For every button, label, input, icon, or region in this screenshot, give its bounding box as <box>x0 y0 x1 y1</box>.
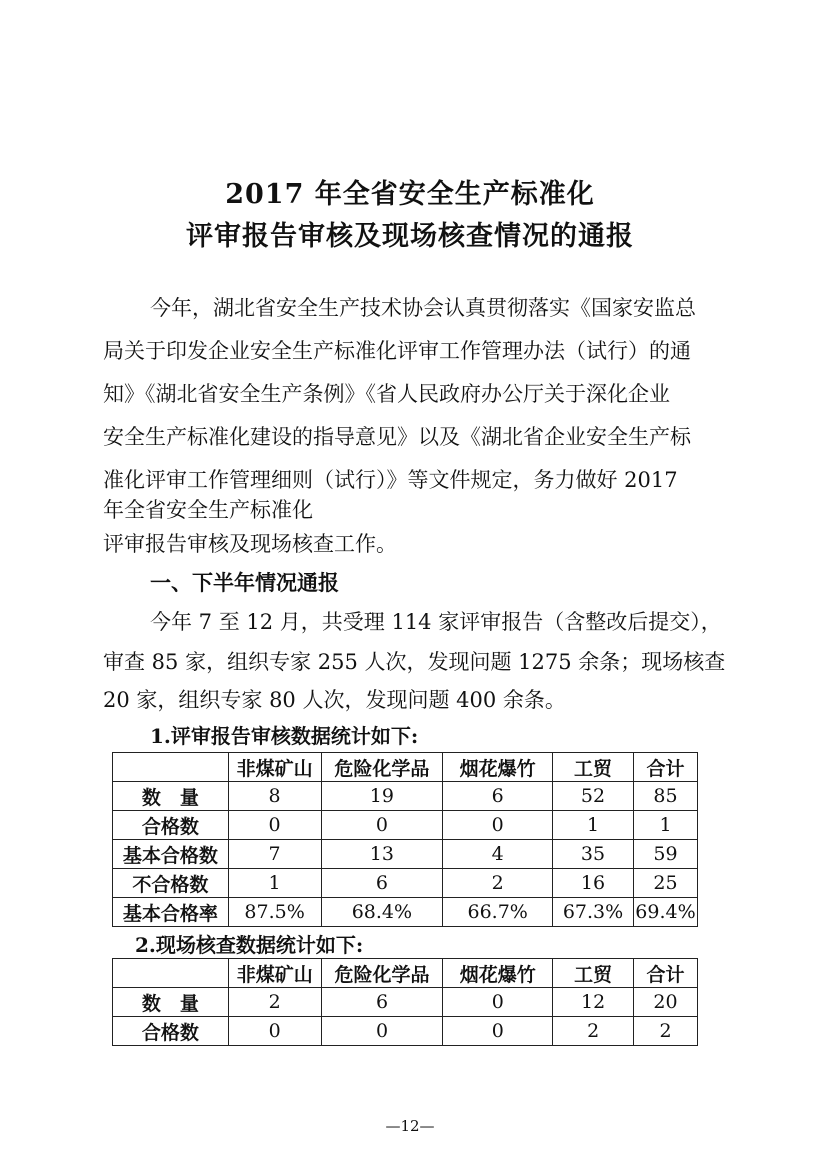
table-cell: 0 <box>443 988 553 1017</box>
table-cell: 12 <box>553 988 634 1017</box>
table-cell: 35 <box>553 840 634 869</box>
table2-caption: 2.现场核查数据统计如下: <box>135 933 364 957</box>
table-header-cell: 危险化学品 <box>321 753 443 782</box>
table-row <box>113 840 698 869</box>
table-cell: 25 <box>633 869 697 898</box>
table-cell: 7 <box>228 840 321 869</box>
table-cell: 59 <box>633 840 697 869</box>
row-label: 合格数 <box>113 1017 229 1046</box>
table-header-cell: 合计 <box>633 753 697 782</box>
table-cell: 66.7% <box>443 898 553 927</box>
table-cell: 0 <box>443 811 553 840</box>
table-header-cell: 工贸 <box>553 959 634 988</box>
table-cell: 52 <box>553 782 634 811</box>
intro-line-7: 评审报告审核及现场核查工作。 <box>103 532 397 556</box>
row-label: 基本合格率 <box>113 898 229 927</box>
table-cell: 6 <box>443 782 553 811</box>
table-cell: 0 <box>321 1017 443 1046</box>
table1-caption: 1.评审报告审核数据统计如下: <box>150 724 419 748</box>
page-number: —12— <box>385 1117 435 1135</box>
row-label: 基本合格数 <box>113 840 229 869</box>
table-cell: 69.4% <box>633 898 697 927</box>
table-cell: 13 <box>321 840 443 869</box>
table-cell: 0 <box>321 811 443 840</box>
table-header-row <box>113 959 698 988</box>
section1-line-3: 20 家，组织专家 80 人次，发现问题 400 余条。 <box>103 688 566 712</box>
table-header-cell: 工贸 <box>553 753 634 782</box>
section1-heading: 一、下半年情况通报 <box>150 570 339 595</box>
table-cell: 20 <box>634 988 698 1017</box>
table-header-row <box>113 753 698 782</box>
table-header-cell: 非煤矿山 <box>228 959 321 988</box>
table-header-cell: 合计 <box>634 959 698 988</box>
table-row <box>113 782 698 811</box>
table-cell: 8 <box>228 782 321 811</box>
table-row <box>113 1017 698 1046</box>
table-row <box>113 811 698 840</box>
table-cell: 87.5% <box>228 898 321 927</box>
document-title-line2: 评审报告审核及现场核查情况的通报 <box>186 221 634 252</box>
intro-line-5: 准化评审工作管理细则（试行）》等文件规定，务力做好 2017 <box>103 468 678 492</box>
table-cell: 0 <box>443 1017 553 1046</box>
table-cell: 4 <box>443 840 553 869</box>
table-cell: 1 <box>633 811 697 840</box>
row-label: 数 量 <box>113 988 229 1017</box>
table-cell: 0 <box>228 1017 321 1046</box>
intro-line-1: 今年，湖北省安全生产技术协会认真贯彻落实《国家安监总 <box>150 296 696 320</box>
row-label: 不合格数 <box>113 869 229 898</box>
table-cell: 1 <box>228 869 321 898</box>
table-header-cell <box>113 959 229 988</box>
intro-line-6: 年全省安全生产标准化 <box>103 498 313 522</box>
table-cell: 67.3% <box>553 898 634 927</box>
table-cell: 2 <box>634 1017 698 1046</box>
table-cell: 68.4% <box>321 898 443 927</box>
table-row <box>113 988 698 1017</box>
section1-line-2: 审查 85 家，组织专家 255 人次，发现问题 1275 余条；现场核查 <box>103 650 726 674</box>
intro-line-4: 安全生产标准化建设的指导意见》以及《湖北省企业安全生产标 <box>103 425 691 449</box>
table-cell: 0 <box>228 811 321 840</box>
table-header-cell: 危险化学品 <box>321 959 443 988</box>
table-cell: 85 <box>633 782 697 811</box>
site-inspection-table <box>112 958 698 1046</box>
table-cell: 16 <box>553 869 634 898</box>
intro-line-2: 局关于印发企业安全生产标准化评审工作管理办法（试行）的通 <box>103 339 691 363</box>
row-label: 合格数 <box>113 811 229 840</box>
table-cell: 2 <box>228 988 321 1017</box>
table-header-cell: 非煤矿山 <box>228 753 321 782</box>
intro-line-3: 知》《湖北省安全生产条例》《省人民政府办公厅关于深化企业 <box>103 382 670 406</box>
table-header-cell: 烟花爆竹 <box>443 753 553 782</box>
table-cell: 1 <box>553 811 634 840</box>
table-row <box>113 898 698 927</box>
table-cell: 2 <box>553 1017 634 1046</box>
table-cell: 19 <box>321 782 443 811</box>
table-header-cell <box>113 753 229 782</box>
row-label: 数 量 <box>113 782 229 811</box>
table-cell: 6 <box>321 869 443 898</box>
section1-line-1: 今年 7 至 12 月，共受理 114 家评审报告（含整改后提交）， <box>150 610 722 634</box>
review-report-table <box>112 752 698 927</box>
table-row <box>113 869 698 898</box>
document-title-line1: 2017 年全省安全生产标准化 <box>225 179 595 210</box>
table-cell: 2 <box>443 869 553 898</box>
table-cell: 6 <box>321 988 443 1017</box>
table-header-cell: 烟花爆竹 <box>443 959 553 988</box>
